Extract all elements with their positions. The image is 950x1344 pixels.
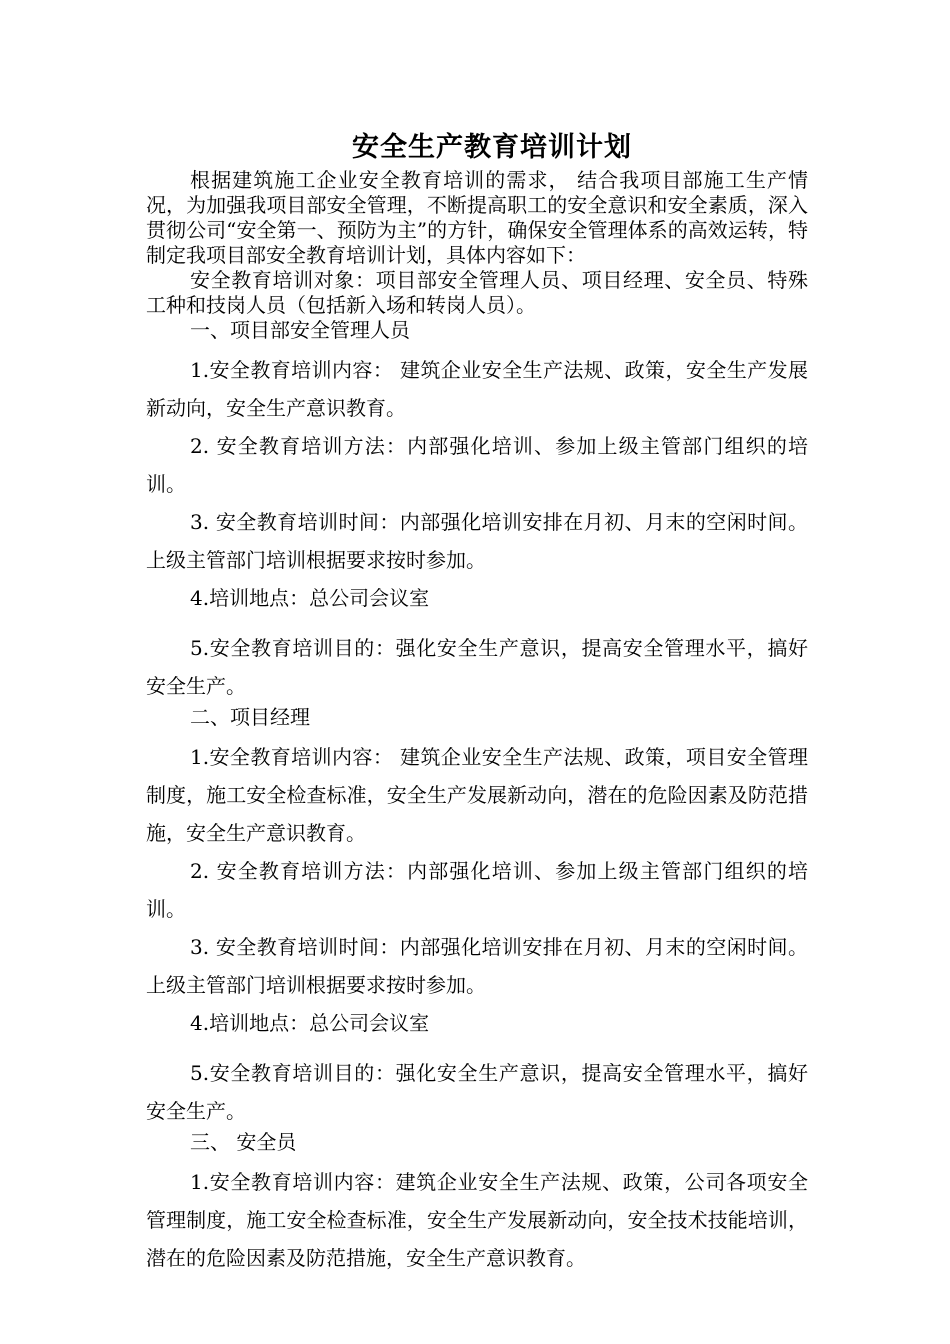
list-item: 1.安全教育培训内容：建筑企业安全生产法规、政策，公司各项安全管理制度，施工安全检查标准，安全生产发展新动向，安全技术技能培训，潜在的危险因素及防范措施，安全生产意识教育。 bbox=[146, 1170, 808, 1270]
section-heading-safety-managers: 一、项目部安全管理人员 bbox=[190, 318, 410, 342]
section-heading-safety-officer: 三、 安全员 bbox=[190, 1130, 297, 1154]
training-target-paragraph: 安全教育培训对象：项目部安全管理人员、项目经理、安全员、特殊工种和技岗人员（包括新入场和转岗人员）。 bbox=[146, 268, 808, 317]
list-item: 4.培训地点：总公司会议室 bbox=[190, 586, 430, 610]
list-item: 4.培训地点：总公司会议室 bbox=[190, 1011, 430, 1035]
list-item: 3. 安全教育培训时间：内部强化培训安排在月初、月末的空闲时间。上级主管部门培训根据要求按时参加。 bbox=[146, 510, 808, 572]
list-item: 5.安全教育培训目的：强化安全生产意识，提高安全管理水平，搞好安全生产。 bbox=[146, 636, 808, 698]
list-item: 1.安全教育培训内容： 建筑企业安全生产法规、政策，安全生产发展新动向，安全生产意识教育。 bbox=[146, 358, 808, 420]
list-item: 5.安全教育培训目的：强化安全生产意识，提高安全管理水平，搞好安全生产。 bbox=[146, 1061, 808, 1123]
list-item: 3. 安全教育培训时间：内部强化培训安排在月初、月末的空闲时间。上级主管部门培训根据要求按时参加。 bbox=[146, 935, 808, 997]
list-item: 2. 安全教育培训方法：内部强化培训、参加上级主管部门组织的培训。 bbox=[146, 859, 808, 921]
list-item: 1.安全教育培训内容： 建筑企业安全生产法规、政策，项目安全管理制度，施工安全检查标准，安全生产发展新动向，潜在的危险因素及防范措施，安全生产意识教育。 bbox=[146, 745, 808, 845]
intro-paragraph: 根据建筑施工企业安全教育培训的需求， 结合我项目部施工生产情况，为加强我项目部安全管理，不断提高职工的安全意识和安全素质，深入贯彻公司“安全第一、预防为主”的方针，确保安全管理体系的高效运转，特制定我项目部安全教育培训计划，具体内容如下： bbox=[146, 168, 808, 267]
list-item: 2. 安全教育培训方法：内部强化培训、参加上级主管部门组织的培训。 bbox=[146, 434, 808, 496]
section-heading-project-manager: 二、项目经理 bbox=[190, 705, 310, 729]
document-page bbox=[146, 128, 808, 1277]
document-title: 安全生产教育培训计划 bbox=[352, 132, 632, 163]
